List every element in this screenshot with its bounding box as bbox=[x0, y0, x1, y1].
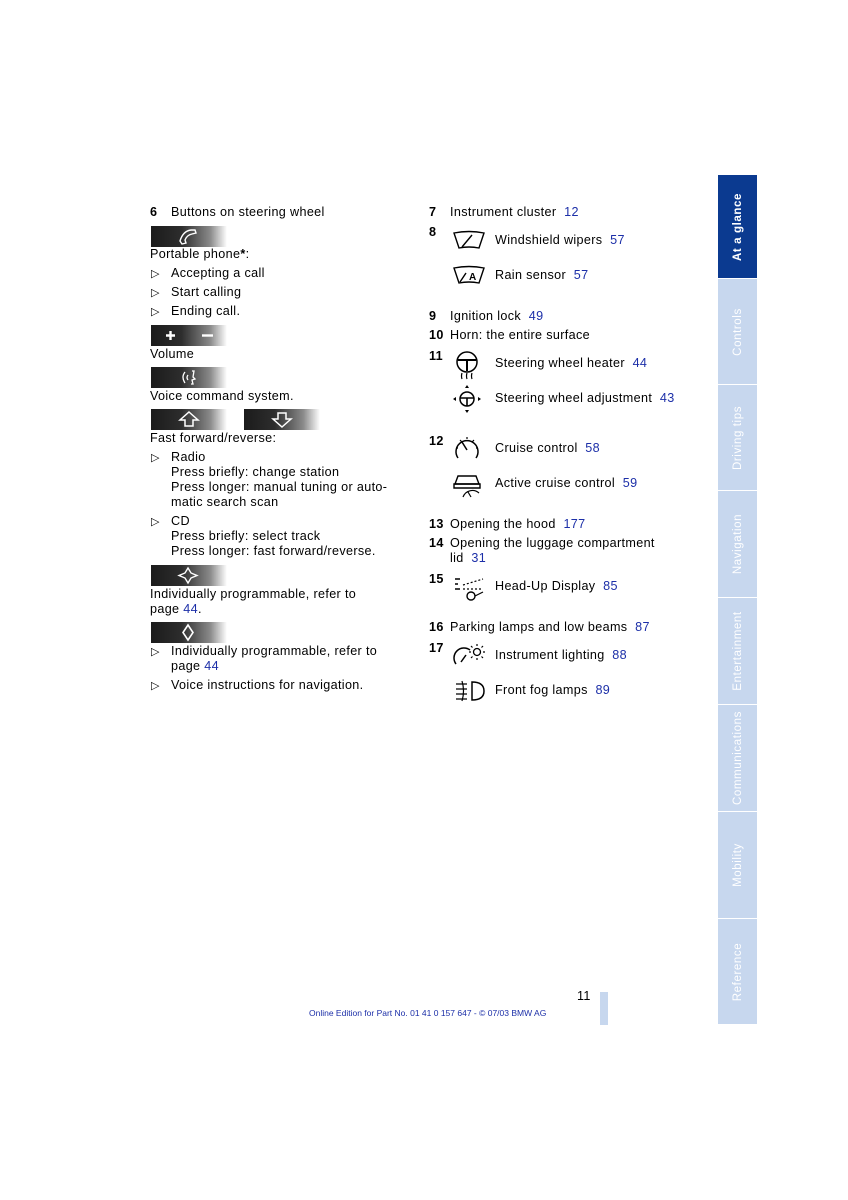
item-number: 8 bbox=[429, 225, 437, 239]
active-cruise-control-icon bbox=[451, 470, 485, 498]
tab-entertainment[interactable]: Entertainment bbox=[718, 598, 757, 705]
page-link[interactable]: 58 bbox=[585, 441, 601, 455]
item-label: lid 31 bbox=[450, 551, 487, 565]
phone-label: Portable phone*: bbox=[150, 247, 250, 261]
instrument-lighting-icon bbox=[452, 642, 486, 668]
item-label: Instrument cluster 12 bbox=[450, 205, 579, 219]
tab-controls[interactable]: Controls bbox=[718, 279, 757, 385]
page-link[interactable]: 49 bbox=[528, 309, 544, 323]
bullet-icon: ▷ bbox=[151, 287, 160, 299]
arrow-up-icon bbox=[151, 409, 227, 430]
ffwd-label: Fast forward/reverse: bbox=[150, 431, 277, 445]
item-label: Parking lamps and low beams 87 bbox=[450, 620, 650, 634]
asterisk: * bbox=[240, 247, 246, 261]
voice-button-image bbox=[151, 367, 227, 388]
programmable-button-image bbox=[151, 565, 227, 586]
item-number: 12 bbox=[429, 434, 444, 448]
bullet-icon: ▷ bbox=[151, 646, 160, 658]
page-link[interactable]: 44 bbox=[204, 659, 219, 673]
item-label: Steering wheel adjustment 43 bbox=[495, 391, 675, 405]
item-number: 7 bbox=[429, 205, 437, 219]
prog-label: page 44. bbox=[150, 602, 202, 616]
item-label: Windshield wipers 57 bbox=[495, 233, 625, 247]
radio-title: Radio bbox=[171, 450, 206, 464]
item-label: Active cruise control 59 bbox=[495, 476, 638, 490]
item-label: Head-Up Display 85 bbox=[495, 579, 618, 593]
item-number: 16 bbox=[429, 620, 444, 634]
bullet-icon: ▷ bbox=[151, 452, 160, 464]
phone-button-image bbox=[151, 226, 227, 247]
plus-minus-icon bbox=[151, 325, 227, 346]
item-label: Rain sensor 57 bbox=[495, 268, 589, 282]
item-number: 10 bbox=[429, 328, 444, 342]
tab-reference[interactable]: Reference bbox=[718, 919, 757, 1025]
list-item: Start calling bbox=[171, 285, 242, 299]
page-link[interactable]: 59 bbox=[622, 476, 638, 490]
tab-communications[interactable]: Communications bbox=[718, 705, 757, 812]
page-link[interactable]: 57 bbox=[573, 268, 589, 282]
page-link[interactable]: 44 bbox=[183, 602, 198, 616]
item-label: Horn: the entire surface bbox=[450, 328, 591, 342]
list-item: Ending call. bbox=[171, 304, 241, 318]
cruise-control-icon bbox=[452, 434, 482, 462]
radio-line: matic search scan bbox=[171, 495, 279, 509]
bullet-icon: ▷ bbox=[151, 306, 160, 318]
page-link[interactable]: 12 bbox=[564, 205, 579, 219]
item-label: Steering wheel heater 44 bbox=[495, 356, 648, 370]
svg-text:A: A bbox=[469, 272, 477, 283]
radio-line: Press briefly: change station bbox=[171, 465, 340, 479]
forward-button-image bbox=[151, 409, 227, 430]
prog-label: Individually programmable, refer to bbox=[171, 644, 378, 658]
page-link[interactable]: 44 bbox=[632, 356, 648, 370]
item-number: 13 bbox=[429, 517, 444, 531]
page-link[interactable]: 31 bbox=[471, 551, 487, 565]
windshield-wiper-icon bbox=[452, 230, 486, 252]
prog-label: page 44 bbox=[171, 659, 219, 673]
fog-lamp-icon bbox=[452, 679, 486, 703]
arrow-down-icon bbox=[244, 409, 320, 430]
phone-icon bbox=[151, 226, 227, 247]
bullet-icon: ▷ bbox=[151, 268, 160, 280]
volume-button-image bbox=[151, 325, 227, 346]
cd-line: Press briefly: select track bbox=[171, 529, 321, 543]
page-link[interactable]: 57 bbox=[610, 233, 625, 247]
star-diamond-icon bbox=[151, 565, 227, 586]
item-label: Opening the hood 177 bbox=[450, 517, 586, 531]
radio-line: Press longer: manual tuning or auto- bbox=[171, 480, 388, 494]
voice-command-icon bbox=[151, 367, 227, 388]
item-number: 11 bbox=[429, 349, 444, 363]
cd-title: CD bbox=[171, 514, 190, 528]
reverse-button-image bbox=[244, 409, 320, 430]
bullet-icon: ▷ bbox=[151, 516, 160, 528]
item-label: Ignition lock 49 bbox=[450, 309, 544, 323]
list-item: Accepting a call bbox=[171, 266, 265, 280]
list-item: Voice instructions for navigation. bbox=[171, 678, 364, 692]
page-link[interactable]: 87 bbox=[635, 620, 650, 634]
item-number: 9 bbox=[429, 309, 437, 323]
item-label: Instrument lighting 88 bbox=[495, 648, 627, 662]
head-up-display-icon bbox=[452, 575, 486, 601]
tab-mobility[interactable]: Mobility bbox=[718, 812, 757, 919]
page-link[interactable]: 85 bbox=[603, 579, 618, 593]
page-link[interactable]: 43 bbox=[659, 391, 675, 405]
volume-label: Volume bbox=[150, 347, 195, 361]
voice-label: Voice command system. bbox=[150, 389, 294, 403]
cd-line: Press longer: fast forward/reverse. bbox=[171, 544, 376, 558]
item-title: Buttons on steering wheel bbox=[171, 205, 325, 219]
diamond-icon bbox=[151, 622, 227, 643]
programmable-button-image bbox=[151, 622, 227, 643]
rain-sensor-icon bbox=[452, 265, 486, 287]
bullet-icon: ▷ bbox=[151, 680, 160, 692]
item-number: 14 bbox=[429, 536, 444, 550]
tab-at-a-glance[interactable]: At a glance bbox=[718, 175, 757, 279]
page-number: 11 bbox=[577, 989, 591, 1003]
item-number: 17 bbox=[429, 641, 444, 655]
page-link[interactable]: 177 bbox=[563, 517, 586, 531]
edition-footer: Online Edition for Part No. 01 41 0 157 647 - © 07/03 BMW AG bbox=[309, 1008, 547, 1018]
tab-navigation[interactable]: Navigation bbox=[718, 491, 757, 598]
item-number: 6 bbox=[150, 205, 158, 219]
prog-label: Individually programmable, refer to bbox=[150, 587, 357, 601]
page-link[interactable]: 88 bbox=[612, 648, 627, 662]
item-label: Cruise control 58 bbox=[495, 441, 601, 455]
item-label: Opening the luggage compartment bbox=[450, 536, 655, 550]
item-number: 15 bbox=[429, 572, 444, 586]
tab-driving-tips[interactable]: Driving tips bbox=[718, 385, 757, 491]
page-marker bbox=[600, 992, 608, 1025]
page-link[interactable]: 89 bbox=[595, 683, 611, 697]
item-label: Front fog lamps 89 bbox=[495, 683, 611, 697]
steering-wheel-adjust-icon bbox=[452, 384, 482, 414]
steering-wheel-heater-icon bbox=[452, 350, 482, 380]
